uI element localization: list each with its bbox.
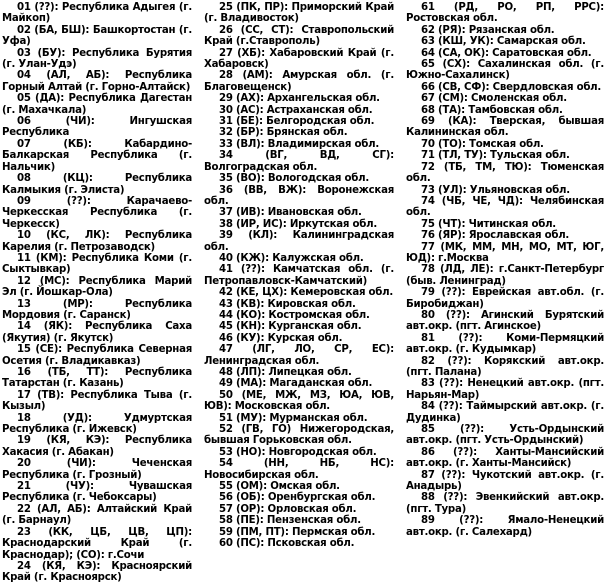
region-entry: 28 (АМ): Амурская обл. (г. Благовещенск) xyxy=(204,70,394,93)
region-entry: 84 (??): Таймырский авт.окр. (г. Дудинка) xyxy=(406,401,604,424)
region-entry: 80 (??): Агинский Бурятский авт.окр. (пгт. Агинское) xyxy=(406,309,604,333)
region-entry: 78 (ЛД, ЛЕ): г.Санкт-Петербург (быв. Ленинград) xyxy=(406,264,604,287)
region-entry: 32 (БР): Брянская обл. xyxy=(219,127,348,139)
region-entry: 53 (НО): Новгородская обл. xyxy=(219,446,377,458)
region-entry: 25 (ПК, ПР): Приморский Край (г. Владивосток) xyxy=(204,2,394,25)
region-entry: 46 (КУ): Курская обл. xyxy=(219,332,343,344)
region-entry: 02 (БА, БШ): Башкортостан (г. Уфа) xyxy=(2,24,192,48)
region-column-3 xyxy=(406,2,608,584)
region-entry: 03 (БУ): Республика Бурятия (г. Улан-Удэ) xyxy=(2,47,192,71)
region-entry: 12 (МС): Республика Марий Эл (г. Йошкар-Ола) xyxy=(2,275,192,299)
region-entry: 19 (КЯ, КЭ): Республика Хакасия (г. Абакан) xyxy=(2,435,192,458)
region-column-1 xyxy=(2,2,204,584)
region-entry: 21 (ЧУ): Чувашская Республика (г. Чебоксары) xyxy=(2,481,192,504)
region-entry: 36 (ВВ, ВЖ): Воронежская обл. xyxy=(204,184,394,207)
region-entry: 83 (??): Ненецкий авт.окр. (пгт. Нарьян-Мар) xyxy=(406,378,604,401)
region-entry: 65 (СХ): Сахалинская обл. (г. Южно-Сахалинск) xyxy=(406,59,604,82)
region-entry: 17 (ТВ): Республика Тыва (г. Кызыл) xyxy=(2,389,192,413)
region-entry: 35 (ВО): Вологодская обл. xyxy=(219,173,369,185)
region-entry: 18 (УД): Удмуртская Республика (г. Ижевск) xyxy=(2,412,192,436)
region-entry: 68 (ТА): Тамбовская обл. xyxy=(421,104,563,116)
region-entry: 06 (ЧИ): Ингушская Республика xyxy=(2,116,192,139)
region-entry: 27 (ХБ): Хабаровский Край (г. Хабаровск) xyxy=(204,47,394,71)
region-entry: 23 (КК, ЦБ, ЦВ, ЦП): Краснодарский Край (г. Краснодар); (СО): г.Сочи xyxy=(2,526,192,561)
region-entry: 49 (МА): Магаданская обл. xyxy=(219,378,373,390)
region-entry: 77 (МК, ММ, МН, МО, МТ, ЮГ, ЮД): г.Москва xyxy=(406,241,604,264)
region-entry: 31 (БЕ): Белгородская обл. xyxy=(219,116,375,128)
region-entry: 66 (СВ, СФ): Свердловская обл. xyxy=(421,81,602,93)
region-entry: 08 (КЦ): Республика Калмыкия (г. Элиста) xyxy=(2,173,192,196)
region-entry: 07 (КБ): Кабардино-Балкарская Республика (г. Нальчик) xyxy=(2,138,192,173)
region-entry: 20 (ЧИ): Чеченская Республика (г. Грозный) xyxy=(2,458,192,481)
region-entry: 89 (??): Ямало-Ненецкий авт.окр. (г. Салехард) xyxy=(406,515,604,538)
region-entry: 34 (ВГ, ВД, СГ): Волгоградская обл. xyxy=(204,150,394,173)
region-entry: 40 (КЖ): Калужская обл. xyxy=(219,252,364,264)
region-entry: 38 (ИР, ИС): Иркутская обл. xyxy=(219,218,377,230)
region-entry: 58 (ПЕ): Пензенская обл. xyxy=(219,515,361,527)
region-entry: 11 (КМ): Республика Коми (г. Сыктывкар) xyxy=(2,252,192,276)
region-entry: 05 (ДА): Республика Дагестан (г. Махачкала) xyxy=(2,93,192,116)
region-entry: 45 (КН): Курганская обл. xyxy=(219,321,362,333)
region-entry: 75 (ЧТ): Читинская обл. xyxy=(421,218,556,230)
region-entry: 04 (АЛ, АБ): Республика Горный Алтай (г. Горно-Алтайск) xyxy=(2,70,192,93)
region-entry: 55 (ОМ): Омская обл. xyxy=(219,481,340,493)
region-entry: 56 (ОБ): Оренбургская обл. xyxy=(219,492,376,504)
region-entry: 88 (??): Эвенкийский авт.окр. (пгт. Тура) xyxy=(406,492,604,515)
region-entry: 70 (ТО): Томская обл. xyxy=(421,138,544,150)
region-entry: 16 (ТБ, ТТ): Республика Татарстан (г. Казань) xyxy=(2,367,192,390)
region-entry: 10 (КС, ЛК): Республика Карелия (г. Петрозаводск) xyxy=(2,230,192,253)
region-entry: 41 (??): Камчатская обл. (г. Петропавловск-Камчатский) xyxy=(204,264,394,287)
region-entry: 09 (??): Карачаево-Черкесская Республика (г. Черкесск) xyxy=(2,195,192,230)
region-entry: 44 (КО): Костромская обл. xyxy=(219,309,370,321)
region-column-2 xyxy=(204,2,406,584)
region-entry: 13 (МР): Республика Мордовия (г. Саранск) xyxy=(2,298,192,321)
region-entry: 71 (ТЛ, ТУ): Тульская обл. xyxy=(421,150,570,162)
region-entry: 63 (КШ, УК): Самарская обл. xyxy=(421,36,586,48)
region-entry: 30 (АС): Астраханская обл. xyxy=(219,104,373,116)
region-entry: 87 (??): Чукотский авт.окр. (г. Анадырь) xyxy=(406,469,604,493)
region-entry: 43 (КВ): Кировская обл. xyxy=(219,298,356,310)
region-entry: 79 (??): Еврейская авт.обл. (г. Биробиджан) xyxy=(406,287,604,310)
region-entry: 62 (РЯ): Рязанская обл. xyxy=(421,24,555,36)
region-entry: 50 (МЕ, МЖ, МЗ, ЮА, ЮВ, ЮВ): Московская обл. xyxy=(204,389,394,413)
region-entry: 33 (ВЛ): Владимирская обл. xyxy=(219,138,379,150)
region-entry: 15 (СЕ): Республика Северная Осетия (г. Владикавказ) xyxy=(2,344,192,367)
region-entry: 73 (УЛ): Ульяновская обл. xyxy=(421,184,570,196)
region-entry: 57 (ОР): Орловская обл. xyxy=(219,503,357,515)
region-entry: 59 (ПМ, ПТ): Пермская обл. xyxy=(219,526,376,538)
region-entry: 01 (??): Республика Адыгея (г. Майкоп) xyxy=(2,2,192,25)
region-entry: 85 (??): Усть-Ордынский авт.окр. (пгт. Усть-Ордынский) xyxy=(406,424,604,447)
region-entry: 54 (НН, НБ, НС): Новосибирская обл. xyxy=(204,458,394,481)
region-entry: 69 (КА): Тверская, бывшая Калининская обл. xyxy=(406,116,604,139)
region-entry: 81 (??): Коми-Пермяцкий авт.окр. (г. Кудымкар) xyxy=(406,332,604,356)
region-entry: 67 (СМ): Смоленская обл. xyxy=(421,93,567,105)
region-entry: 72 (ТБ, ТМ, ТЮ): Тюменская обл. xyxy=(406,161,604,185)
region-entry: 86 (??): Ханты-Мансийский авт.окр. (г. Ханты-Мансийск) xyxy=(406,446,604,470)
region-entry: 60 (ПС): Псковская обл. xyxy=(219,538,355,550)
region-entry: 74 (ЧБ, ЧЕ, ЧД): Челябинская обл. xyxy=(406,195,604,219)
region-entry: 42 (КЕ, ЦХ): Кемеровская обл. xyxy=(219,287,393,299)
region-entry: 51 (МУ): Мурманская обл. xyxy=(219,412,368,424)
region-entry: 82 (??): Корякский авт.окр. (пгт. Палана) xyxy=(406,355,604,378)
region-entry: 48 (ЛП): Липецкая обл. xyxy=(219,367,352,378)
region-entry: 39 (КЛ): Калининградская обл. xyxy=(204,230,394,253)
region-entry: 24 (КЯ, КЭ): Красноярский Край (г. Красноярск) xyxy=(2,560,192,584)
region-entry: 76 (ЯР): Ярославская обл. xyxy=(421,230,570,242)
region-entry: 22 (АЛ, АБ): Алтайский Край (г. Барнаул) xyxy=(2,503,192,527)
region-entry: 52 (ГВ, ГО) Нижегородская, бывшая Горьковская обл. xyxy=(204,424,394,447)
region-entry: 47 (ЛГ, ЛО, СР, ЕС): Ленинградская обл. xyxy=(204,344,394,367)
region-entry: 37 (ИВ): Ивановская обл. xyxy=(219,207,362,219)
region-entry: 29 (АХ): Архангельская обл. xyxy=(219,93,380,105)
region-entry: 64 (СА, ОК): Саратовская обл. xyxy=(421,47,592,59)
region-entry: 14 (ЯК): Республика Саха (Якутия) (г. Якутск) xyxy=(2,321,192,344)
region-entry: 61 (РД, РО, РП, РРС): Ростовская обл. xyxy=(406,2,604,25)
region-entry: 26 (СС, СТ): Ставропольский Край (г.Ставрополь) xyxy=(204,24,394,48)
